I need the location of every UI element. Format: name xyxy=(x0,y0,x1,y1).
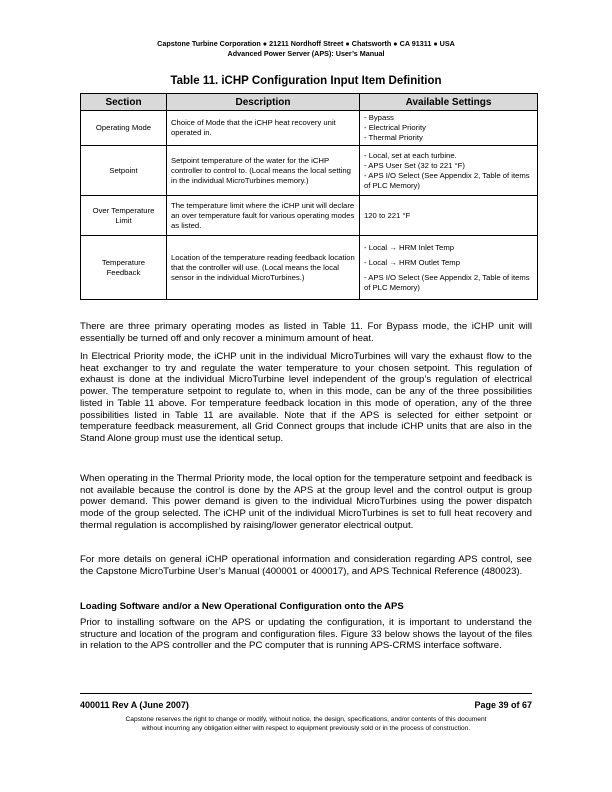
config-input-table xyxy=(80,93,538,300)
column-header-description: Description xyxy=(167,94,360,111)
setting-item: - Local, set at each turbine. xyxy=(364,150,457,160)
header-manual-title: Advanced Power Server (APS): User’s Manual xyxy=(227,49,385,58)
row-description: Choice of Mode that the iCHP heat recovery unit operated in. xyxy=(167,111,360,146)
footer-disclaimer: Capstone reserves the right to change or modify, without notice, the design, specifications, and/or contents of this document xyxy=(125,716,487,723)
row-settings xyxy=(360,146,538,196)
setting-item: - Bypass xyxy=(364,113,394,122)
table-row xyxy=(81,111,538,146)
table-header-row xyxy=(81,94,538,111)
table-title: Table 11. iCHP Configuration Input Item Definition xyxy=(170,75,442,87)
footer-doc-id: 400011 Rev A (June 2007) xyxy=(80,700,189,710)
setting-item: - Local → HRM Inlet Temp xyxy=(364,242,454,252)
setting-item: - APS I/O Select (See Appendix 2, Table of items of PLC Memory) xyxy=(364,170,530,190)
setting-item: - Thermal Priority xyxy=(364,133,423,142)
table-row xyxy=(81,146,538,196)
row-description: Location of the temperature reading feedback location that the controller will use. (Local means the local sensor in the individual MicroTurbines.) xyxy=(167,236,360,300)
row-section: Over Temperature Limit xyxy=(81,196,167,236)
setting-item: - APS User Set (32 to 221 °F) xyxy=(364,160,465,170)
column-header-section: Section xyxy=(81,94,167,111)
table-row xyxy=(81,236,538,300)
header-company-line: Capstone Turbine Corporation ● 21211 Nordhoff Street ● Chatsworth ● CA 91311 ● USA xyxy=(157,39,455,48)
table-row xyxy=(81,196,538,236)
row-settings xyxy=(360,236,538,300)
row-section: Setpoint xyxy=(81,146,167,196)
row-description: Setpoint temperature of the water for the iCHP controller to control to. (Local means the local setting in the individual MicroTurbines memory.) xyxy=(167,146,360,196)
footer-page-number: Page 39 of 67 xyxy=(474,700,532,710)
setting-item: - Local → HRM Outlet Temp xyxy=(364,257,460,267)
row-description: The temperature limit where the iCHP unit will declare an over temperature fault for various operating modes as listed. xyxy=(167,196,360,236)
setting-item: - APS I/O Select (See Appendix 2, Table of items of PLC Memory) xyxy=(364,272,530,292)
body-paragraph: Prior to installing software on the APS or updating the configuration, it is important to understand the structure and location of the program and configuration files. Figure 33 below shows the layout of the files in relation to the APS controller and the PC computer that is running APS-CRMS interface software. xyxy=(80,617,532,652)
body-paragraph: In Electrical Priority mode, the iCHP unit in the individual MicroTurbines will vary the exhaust flow to the heat exchanger to try and regulate the water temperature to your chosen setpoint. This regulation of exhaust is done at the individual MicroTurbine level independent of the group’s regulation of electrical power. The temperature setpoint to regulate to, when in this mode, can be any of the three possibilities listed in Table 11 above. For temperature feedback location in this mode of operation, any of the three possibilities listed in Table 11 are available. Note that if the APS is selected for either setpoint or temperature feedback measurement, all Grid Connect groups that include iCHP units that are also in the Stand Alone group must use the identical setup. xyxy=(80,351,532,444)
body-paragraph: When operating in the Thermal Priority mode, the local option for the temperature setpoint and feedback is not available because the control is done by the APS at the group level and the control output is group power demand. This power demand is given to the individual MicroTurbines using the power dispatch mode of the group selected. The iCHP unit of the individual MicroTurbines is set to full heat recovery and thermal regulation is accomplished by raising/lower generator electrical output. xyxy=(80,473,532,531)
section-heading: Loading Software and/or a New Operational Configuration onto the APS xyxy=(80,601,404,612)
row-settings xyxy=(360,196,538,236)
column-header-available-settings: Available Settings xyxy=(360,94,538,111)
row-settings xyxy=(360,111,538,146)
row-section: Operating Mode xyxy=(81,111,167,146)
body-paragraph: For more details on general iCHP operational information and consideration regarding APS control, see the Capstone MicroTurbine User’s Manual (400001 or 400017), and APS Technical Reference (480023). xyxy=(80,554,532,577)
footer-divider xyxy=(80,693,532,694)
setting-item: 120 to 221 °F xyxy=(364,210,411,220)
row-section: Temperature Feedback xyxy=(81,236,167,300)
setting-item: - Electrical Priority xyxy=(364,123,426,132)
footer-disclaimer: without incurring any obligation either with respect to equipment previously sold or in the process of construction. xyxy=(141,725,471,732)
body-paragraph: There are three primary operating modes as listed in Table 11. For Bypass mode, the iCHP unit will essentially be turned off and only recover a minimum amount of heat. xyxy=(80,321,532,344)
